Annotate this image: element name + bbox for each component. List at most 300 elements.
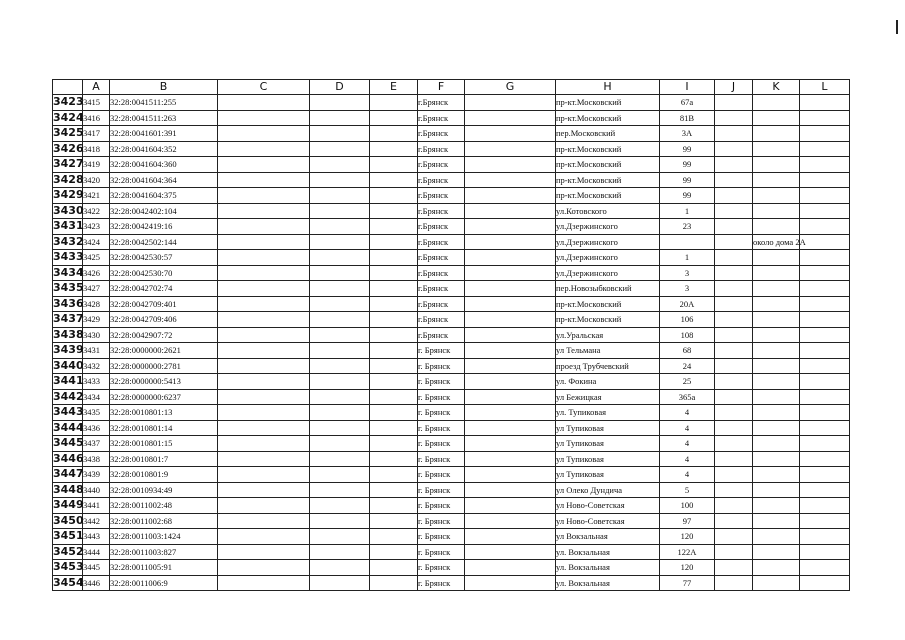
cell-d[interactable] [310,110,370,126]
cell-l[interactable] [800,467,850,483]
cell-h[interactable]: ул.Дзержинского [556,219,660,235]
cell-c[interactable] [218,219,310,235]
cell-a[interactable]: 3431 [83,343,110,359]
cell-a[interactable]: 3420 [83,172,110,188]
cell-e[interactable] [370,141,418,157]
cell-l[interactable] [800,95,850,111]
cell-d[interactable] [310,482,370,498]
row-number[interactable]: 3453 [53,560,84,574]
cell-c[interactable] [218,95,310,111]
cell-l[interactable] [800,420,850,436]
cell-d[interactable] [310,95,370,111]
cell-a[interactable]: 3422 [83,203,110,219]
cell-i[interactable]: 24 [660,358,715,374]
cell-k[interactable] [753,544,800,560]
cell-a[interactable]: 3416 [83,110,110,126]
cell-j[interactable] [715,157,753,173]
cell-b[interactable]: 32:28:0042502:144 [110,234,218,250]
cell-b[interactable]: 32:28:0000000:5413 [110,374,218,390]
cell-j[interactable] [715,544,753,560]
row-number[interactable]: 3431 [53,219,84,233]
cell-c[interactable] [218,451,310,467]
cell-f[interactable]: г.Брянск [418,312,465,328]
cell-a[interactable]: 3427 [83,281,110,297]
cell-l[interactable] [800,513,850,529]
cell-e[interactable] [370,172,418,188]
cell-g[interactable] [465,405,556,421]
column-header-d[interactable]: D [310,80,370,95]
cell-d[interactable] [310,498,370,514]
row-number[interactable]: 3438 [53,327,84,341]
column-header-j[interactable]: J [715,80,753,95]
cell-f[interactable]: г. Брянск [418,544,465,560]
cell-e[interactable] [370,312,418,328]
cell-f[interactable]: г. Брянск [418,374,465,390]
cell-d[interactable] [310,234,370,250]
cell-k[interactable] [753,374,800,390]
cell-a[interactable]: 3438 [83,451,110,467]
cell-b[interactable]: 32:28:0011002:68 [110,513,218,529]
cell-g[interactable] [465,544,556,560]
cell-c[interactable] [218,265,310,281]
cell-i[interactable]: 120 [660,560,715,576]
cell-k[interactable] [753,482,800,498]
cell-k[interactable] [753,126,800,142]
cell-b[interactable]: 32:28:0041604:364 [110,172,218,188]
cell-f[interactable]: г.Брянск [418,141,465,157]
cell-b[interactable]: 32:28:0011003:1424 [110,529,218,545]
cell-c[interactable] [218,420,310,436]
cell-j[interactable] [715,482,753,498]
cell-a[interactable]: 3445 [83,560,110,576]
cell-c[interactable] [218,436,310,452]
cell-i[interactable]: 4 [660,405,715,421]
row-number[interactable]: 3450 [53,513,84,527]
cell-b[interactable]: 32:28:0010801:15 [110,436,218,452]
cell-e[interactable] [370,482,418,498]
cell-h[interactable]: ул. Вокзальная [556,544,660,560]
cell-i[interactable]: 365а [660,389,715,405]
cell-b[interactable]: 32:28:0011006:9 [110,575,218,591]
cell-i[interactable]: 3 [660,281,715,297]
cell-l[interactable] [800,358,850,374]
cell-e[interactable] [370,560,418,576]
cell-h[interactable]: ул.Дзержинского [556,250,660,266]
cell-g[interactable] [465,498,556,514]
cell-j[interactable] [715,312,753,328]
cell-k[interactable] [753,281,800,297]
cell-a[interactable]: 3415 [83,95,110,111]
column-header-l[interactable]: L [800,80,850,95]
cell-e[interactable] [370,343,418,359]
cell-d[interactable] [310,389,370,405]
cell-a[interactable]: 3418 [83,141,110,157]
cell-k[interactable] [753,296,800,312]
cell-e[interactable] [370,513,418,529]
cell-h[interactable]: ул Тупиковая [556,420,660,436]
cell-b[interactable]: 32:28:0042530:57 [110,250,218,266]
cell-l[interactable] [800,405,850,421]
cell-e[interactable] [370,358,418,374]
cell-j[interactable] [715,560,753,576]
cell-f[interactable]: г.Брянск [418,327,465,343]
cell-e[interactable] [370,157,418,173]
cell-d[interactable] [310,529,370,545]
cell-g[interactable] [465,250,556,266]
cell-d[interactable] [310,250,370,266]
cell-i[interactable]: 4 [660,420,715,436]
cell-c[interactable] [218,296,310,312]
cell-h[interactable]: ул Бежицкая [556,389,660,405]
cell-h[interactable]: ул Тупиковая [556,467,660,483]
cell-b[interactable]: 32:28:0010801:7 [110,451,218,467]
cell-e[interactable] [370,188,418,204]
cell-f[interactable]: г. Брянск [418,467,465,483]
cell-f[interactable]: г.Брянск [418,110,465,126]
row-number[interactable]: 3446 [53,451,84,465]
cell-l[interactable] [800,126,850,142]
cell-j[interactable] [715,436,753,452]
cell-c[interactable] [218,172,310,188]
cell-g[interactable] [465,110,556,126]
row-number[interactable]: 3424 [53,110,84,124]
cell-g[interactable] [465,234,556,250]
cell-e[interactable] [370,126,418,142]
cell-b[interactable]: 32:28:0042530:70 [110,265,218,281]
cell-i[interactable]: 77 [660,575,715,591]
cell-d[interactable] [310,327,370,343]
cell-i[interactable]: 4 [660,451,715,467]
cell-b[interactable]: 32:28:0042402:104 [110,203,218,219]
cell-b[interactable]: 32:28:0041604:352 [110,141,218,157]
cell-i[interactable]: 67а [660,95,715,111]
cell-a[interactable]: 3436 [83,420,110,436]
row-number[interactable]: 3448 [53,482,84,496]
cell-a[interactable]: 3434 [83,389,110,405]
cell-e[interactable] [370,389,418,405]
cell-f[interactable]: г.Брянск [418,234,465,250]
cell-k[interactable] [753,358,800,374]
row-number[interactable]: 3451 [53,529,84,543]
cell-e[interactable] [370,374,418,390]
cell-l[interactable] [800,172,850,188]
cell-h[interactable]: пр-кт.Московский [556,188,660,204]
cell-h[interactable]: ул.Уральская [556,327,660,343]
cell-c[interactable] [218,250,310,266]
cell-i[interactable]: 100 [660,498,715,514]
row-number[interactable]: 3447 [53,467,84,481]
cell-d[interactable] [310,544,370,560]
cell-c[interactable] [218,389,310,405]
cell-i[interactable]: 122А [660,544,715,560]
cell-i[interactable]: 4 [660,436,715,452]
cell-c[interactable] [218,482,310,498]
cell-i[interactable]: 106 [660,312,715,328]
cell-b[interactable]: 32:28:0000000:2621 [110,343,218,359]
cell-j[interactable] [715,172,753,188]
cell-c[interactable] [218,110,310,126]
row-number[interactable]: 3440 [53,358,84,372]
row-number[interactable]: 3454 [53,575,84,589]
cell-f[interactable]: г.Брянск [418,281,465,297]
cell-a[interactable]: 3443 [83,529,110,545]
cell-g[interactable] [465,296,556,312]
cell-a[interactable]: 3435 [83,405,110,421]
column-header-i[interactable]: I [660,80,715,95]
cell-c[interactable] [218,188,310,204]
cell-d[interactable] [310,157,370,173]
cell-h[interactable]: ул. Фокина [556,374,660,390]
cell-i[interactable]: 3 [660,265,715,281]
cell-f[interactable]: г. Брянск [418,451,465,467]
cell-k[interactable] [753,172,800,188]
cell-c[interactable] [218,157,310,173]
row-number[interactable]: 3435 [53,281,84,295]
cell-h[interactable]: пр-кт.Московский [556,157,660,173]
cell-j[interactable] [715,498,753,514]
cell-j[interactable] [715,467,753,483]
cell-k[interactable] [753,110,800,126]
cell-a[interactable]: 3442 [83,513,110,529]
row-number[interactable]: 3425 [53,126,84,140]
cell-l[interactable] [800,250,850,266]
cell-g[interactable] [465,281,556,297]
cell-h[interactable]: ул. Тупиковая [556,405,660,421]
cell-l[interactable] [800,327,850,343]
row-number[interactable]: 3430 [53,203,84,217]
cell-h[interactable]: пер.Московский [556,126,660,142]
cell-h[interactable]: ул.Котовского [556,203,660,219]
cell-e[interactable] [370,110,418,126]
cell-h[interactable]: ул Ново-Советская [556,498,660,514]
cell-j[interactable] [715,529,753,545]
cell-d[interactable] [310,141,370,157]
cell-g[interactable] [465,157,556,173]
cell-g[interactable] [465,312,556,328]
cell-k[interactable]: около дома 2А [753,234,800,250]
cell-b[interactable]: 32:28:0011005:91 [110,560,218,576]
column-header-k[interactable]: K [753,80,800,95]
cell-f[interactable]: г. Брянск [418,560,465,576]
cell-d[interactable] [310,575,370,591]
cell-f[interactable]: г.Брянск [418,250,465,266]
cell-b[interactable]: 32:28:0011003:827 [110,544,218,560]
cell-d[interactable] [310,312,370,328]
cell-j[interactable] [715,389,753,405]
cell-a[interactable]: 3425 [83,250,110,266]
cell-d[interactable] [310,513,370,529]
cell-g[interactable] [465,482,556,498]
cell-a[interactable]: 3433 [83,374,110,390]
cell-e[interactable] [370,498,418,514]
cell-k[interactable] [753,467,800,483]
cell-l[interactable] [800,575,850,591]
cell-d[interactable] [310,343,370,359]
cell-h[interactable]: пр-кт.Московский [556,312,660,328]
cell-k[interactable] [753,141,800,157]
cell-l[interactable] [800,560,850,576]
cell-j[interactable] [715,420,753,436]
cell-l[interactable] [800,141,850,157]
cell-d[interactable] [310,219,370,235]
cell-l[interactable] [800,436,850,452]
cell-e[interactable] [370,544,418,560]
corner-cell[interactable] [53,80,83,95]
cell-d[interactable] [310,265,370,281]
cell-i[interactable]: 108 [660,327,715,343]
cell-a[interactable]: 3430 [83,327,110,343]
cell-b[interactable]: 32:28:0041604:375 [110,188,218,204]
cell-j[interactable] [715,343,753,359]
cell-g[interactable] [465,529,556,545]
cell-l[interactable] [800,219,850,235]
cell-c[interactable] [218,467,310,483]
cell-a[interactable]: 3441 [83,498,110,514]
cell-e[interactable] [370,95,418,111]
cell-k[interactable] [753,95,800,111]
cell-j[interactable] [715,203,753,219]
cell-i[interactable]: 20А [660,296,715,312]
cell-c[interactable] [218,513,310,529]
cell-l[interactable] [800,544,850,560]
cell-b[interactable]: 32:28:0042907:72 [110,327,218,343]
cell-k[interactable] [753,250,800,266]
cell-e[interactable] [370,265,418,281]
cell-k[interactable] [753,343,800,359]
cell-a[interactable]: 3429 [83,312,110,328]
cell-b[interactable]: 32:28:0042702:74 [110,281,218,297]
cell-j[interactable] [715,234,753,250]
cell-l[interactable] [800,451,850,467]
cell-k[interactable] [753,560,800,576]
cell-j[interactable] [715,451,753,467]
cell-k[interactable] [753,265,800,281]
cell-k[interactable] [753,420,800,436]
cell-h[interactable]: пер.Новозыбковский [556,281,660,297]
cell-g[interactable] [465,451,556,467]
cell-c[interactable] [218,327,310,343]
cell-k[interactable] [753,451,800,467]
cell-l[interactable] [800,343,850,359]
cell-b[interactable]: 32:28:0042419:16 [110,219,218,235]
cell-d[interactable] [310,374,370,390]
cell-a[interactable]: 3417 [83,126,110,142]
cell-j[interactable] [715,141,753,157]
row-number[interactable]: 3434 [53,265,84,279]
cell-f[interactable]: г. Брянск [418,405,465,421]
cell-c[interactable] [218,544,310,560]
cell-k[interactable] [753,327,800,343]
row-number[interactable]: 3441 [53,374,84,388]
cell-f[interactable]: г. Брянск [418,529,465,545]
cell-l[interactable] [800,374,850,390]
cell-a[interactable]: 3424 [83,234,110,250]
cell-k[interactable] [753,389,800,405]
cell-j[interactable] [715,126,753,142]
cell-f[interactable]: г.Брянск [418,157,465,173]
cell-b[interactable]: 32:28:0010801:14 [110,420,218,436]
cell-j[interactable] [715,513,753,529]
column-header-e[interactable]: E [370,80,418,95]
cell-i[interactable]: 3А [660,126,715,142]
cell-f[interactable]: г.Брянск [418,296,465,312]
cell-i[interactable]: 1 [660,203,715,219]
cell-b[interactable]: 32:28:0041511:263 [110,110,218,126]
cell-h[interactable]: пр-кт.Московский [556,296,660,312]
cell-i[interactable]: 99 [660,172,715,188]
cell-l[interactable] [800,234,850,250]
cell-a[interactable]: 3419 [83,157,110,173]
cell-a[interactable]: 3428 [83,296,110,312]
cell-f[interactable]: г. Брянск [418,358,465,374]
cell-c[interactable] [218,343,310,359]
cell-h[interactable]: ул. Вокзальная [556,575,660,591]
cell-e[interactable] [370,250,418,266]
cell-g[interactable] [465,265,556,281]
cell-d[interactable] [310,358,370,374]
cell-i[interactable]: 4 [660,467,715,483]
column-header-a[interactable]: A [83,80,110,95]
row-number[interactable]: 3449 [53,498,84,512]
cell-b[interactable]: 32:28:0041511:255 [110,95,218,111]
cell-d[interactable] [310,172,370,188]
cell-i[interactable]: 68 [660,343,715,359]
row-number[interactable]: 3428 [53,172,84,186]
cell-b[interactable]: 32:28:0000000:6237 [110,389,218,405]
cell-e[interactable] [370,219,418,235]
cell-f[interactable]: г. Брянск [418,420,465,436]
cell-j[interactable] [715,95,753,111]
cell-f[interactable]: г.Брянск [418,172,465,188]
cell-i[interactable]: 1 [660,250,715,266]
cell-g[interactable] [465,420,556,436]
row-number[interactable]: 3444 [53,420,84,434]
cell-j[interactable] [715,296,753,312]
cell-i[interactable]: 99 [660,188,715,204]
row-number[interactable]: 3439 [53,343,84,357]
column-header-b[interactable]: B [110,80,218,95]
cell-i[interactable]: 81В [660,110,715,126]
cell-e[interactable] [370,529,418,545]
cell-h[interactable]: ул.Дзержинского [556,234,660,250]
cell-b[interactable]: 32:28:0010934:49 [110,482,218,498]
cell-l[interactable] [800,498,850,514]
cell-i[interactable]: 25 [660,374,715,390]
cell-j[interactable] [715,110,753,126]
cell-e[interactable] [370,203,418,219]
cell-c[interactable] [218,234,310,250]
cell-j[interactable] [715,219,753,235]
cell-k[interactable] [753,203,800,219]
cell-c[interactable] [218,374,310,390]
cell-k[interactable] [753,312,800,328]
cell-f[interactable]: г.Брянск [418,265,465,281]
cell-j[interactable] [715,265,753,281]
cell-j[interactable] [715,575,753,591]
cell-g[interactable] [465,467,556,483]
cell-h[interactable]: ул Тельмана [556,343,660,359]
cell-e[interactable] [370,451,418,467]
cell-l[interactable] [800,312,850,328]
cell-c[interactable] [218,203,310,219]
cell-f[interactable]: г.Брянск [418,203,465,219]
cell-i[interactable]: 97 [660,513,715,529]
cell-g[interactable] [465,172,556,188]
cell-e[interactable] [370,234,418,250]
cell-f[interactable]: г. Брянск [418,482,465,498]
cell-f[interactable]: г. Брянск [418,498,465,514]
cell-l[interactable] [800,188,850,204]
